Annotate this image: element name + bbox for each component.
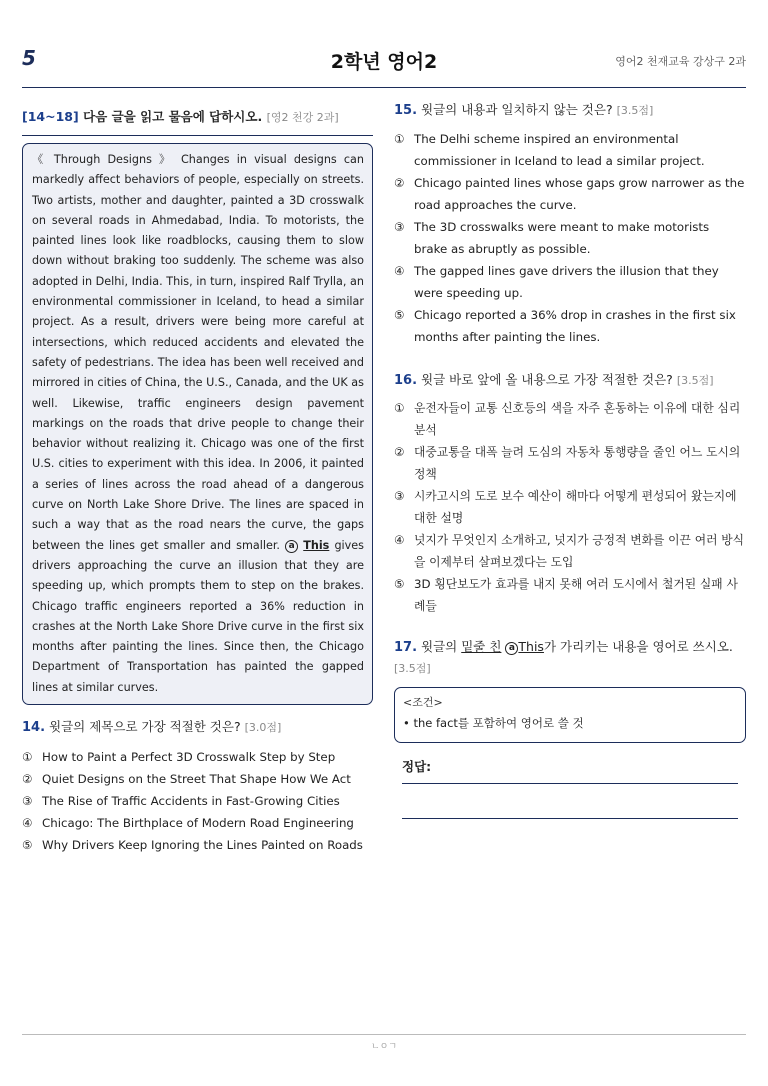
answer-label: 정답:	[402, 759, 432, 774]
option[interactable]	[394, 260, 746, 304]
option[interactable]	[394, 529, 746, 573]
page-footer	[22, 1034, 746, 1052]
option[interactable]	[394, 128, 746, 172]
marker-a: a	[285, 540, 298, 553]
question-16-title	[394, 370, 746, 391]
section-instruction: 다음 글을 읽고 물음에 답하시오.	[83, 109, 263, 124]
footer-text: ㄴㅇㄱ	[370, 1042, 398, 1052]
option[interactable]	[394, 172, 746, 216]
option-mark: ①	[394, 401, 405, 415]
option-text: The Rise of Traffic Accidents in Fast-Growing Cities	[42, 794, 340, 809]
option[interactable]	[22, 746, 373, 768]
option-text: Chicago painted lines whose gaps grow narrower as the road approaches the curve.	[414, 176, 745, 212]
answer-line-1[interactable]	[402, 783, 738, 784]
question-14-title	[22, 717, 373, 738]
option-mark: ②	[394, 445, 405, 459]
option-mark: ⑤	[394, 308, 405, 322]
option-text: 대중교통을 대폭 늘려 도심의 자동차 통행량을 줄인 어느 도시의 정책	[414, 445, 741, 481]
option-text: 시카고시의 도로 보수 예산이 해마다 어떻게 편성되어 왔는지에 대한 설명	[414, 489, 737, 525]
page-number: 5	[22, 46, 36, 70]
option[interactable]	[22, 812, 373, 834]
right-column	[394, 100, 746, 819]
condition-label: <조건>	[403, 696, 443, 709]
question-17-title	[394, 637, 746, 679]
option[interactable]	[394, 304, 746, 348]
question-14-text: 윗글의 제목으로 가장 적절한 것은?	[49, 719, 241, 735]
option-text: The gapped lines gave drivers the illusion that they were speeding up.	[414, 264, 719, 300]
option-mark: ④	[394, 264, 405, 278]
option[interactable]	[394, 485, 746, 529]
question-17-number: 17.	[394, 640, 418, 655]
passage-part-2: gives drivers approaching the curve an illusion that they are speeding up, which prompts them to step on the brakes. Chicago traffic engineers reported a 36% reduction in crashes at the North Lake Shore Drive curve in the first six months after painting the lines. Since then, the Chicago Department of Transportation has painted the gapped lines at similar curves.	[32, 538, 364, 694]
option-mark: ③	[394, 489, 405, 503]
option[interactable]	[22, 834, 373, 856]
option-mark: ⑤	[22, 838, 33, 853]
question-14-number: 14.	[22, 720, 46, 736]
question-15	[394, 100, 746, 348]
option-text: Quiet Designs on the Street That Shape How We Act	[42, 772, 351, 787]
question-range: [14~18]	[22, 109, 79, 124]
option-mark: ①	[22, 750, 33, 765]
question-17-underlined: 밑줄 친	[461, 639, 502, 654]
question-14-points: [3.0점]	[244, 721, 282, 735]
option-text: 3D 횡단보도가 효과를 내지 못해 여러 도시에서 철거된 실패 사례들	[414, 577, 738, 613]
question-17-points: [3.5점]	[394, 662, 431, 675]
option-text: Why Drivers Keep Ignoring the Lines Painted on Roads	[42, 838, 363, 853]
condition-box	[394, 687, 746, 743]
option[interactable]	[394, 216, 746, 260]
question-16-number: 16.	[394, 373, 418, 388]
option[interactable]	[394, 441, 746, 485]
condition-text: • the fact를 포함하여 영어로 쓸 것	[403, 716, 584, 730]
question-14-options	[22, 746, 373, 856]
option-text: 넛지가 무엇인지 소개하고, 넛지가 긍정적 변화를 이끈 여러 방식을 이제부터 살펴보겠다는 도입	[414, 533, 745, 569]
question-16	[394, 370, 746, 617]
answer-line-2[interactable]	[402, 818, 738, 819]
option-mark: ②	[22, 772, 33, 787]
question-16-points: [3.5점]	[676, 374, 714, 387]
left-column	[22, 100, 373, 856]
option[interactable]	[394, 397, 746, 441]
marker-a: a	[505, 642, 518, 655]
option[interactable]	[22, 790, 373, 812]
option-text: Chicago: The Birthplace of Modern Road Engineering	[42, 816, 354, 831]
question-15-options	[394, 128, 746, 348]
underlined-this: This	[303, 538, 330, 552]
option-mark: ⑤	[394, 577, 405, 591]
section-header	[22, 100, 373, 136]
question-16-options	[394, 397, 746, 617]
option-mark: ①	[394, 132, 405, 146]
question-17-text-before: 윗글의	[421, 639, 462, 654]
question-17	[394, 637, 746, 819]
question-14	[22, 717, 373, 856]
option[interactable]	[394, 573, 746, 617]
exam-title: 2학년 영어2	[330, 51, 438, 73]
question-15-points: [3.5점]	[616, 104, 654, 117]
question-15-text: 윗글의 내용과 일치하지 않는 것은?	[421, 102, 613, 117]
section-source: [영2 천강 2과]	[266, 111, 339, 124]
question-17-text-after: 가 가리키는 내용을 영어로 쓰시오.	[543, 639, 733, 654]
passage-part-1: 《 Through Designs 》 Changes in visual designs can markedly affect behaviors of people, especially on streets. Two artists, mother and daughter, painted a 3D crosswalk on several roads in Ahmedabad, India. To motorists, the painted lines look like roadblocks, causing them to slow down without braking too suddenly. The scheme was also adopted in Delhi, India. This, in turn, inspired Ralf Trylla, an environmental commissioner in Iceland, to head a similar project. As a result, drivers were being more careful at intersections, which reduced accidents and elevated the safety of pedestrians. The idea has been well received and mirrored in cities of China, the U.S., Canada, and the UK as well. Likewise, traffic engineers design pavement markings on the roads that drive people to change their behavior without realizing it. Chicago was one of the first U.S. cities to experiment with this idea. In 2006, it painted a series of lines across the road ahead of a dangerous curve on North Lake Shore Drive. The lines are spaced in such a way that as the road nears the curve, the gaps between the lines get smaller and smaller.	[32, 153, 364, 552]
question-15-title	[394, 100, 746, 121]
question-16-text: 윗글 바로 앞에 올 내용으로 가장 적절한 것은?	[421, 372, 673, 387]
exam-subtitle: 영어2 천재교육 강상구 2과	[615, 55, 746, 68]
option-mark: ③	[22, 794, 33, 809]
question-15-number: 15.	[394, 103, 418, 118]
option[interactable]	[22, 768, 373, 790]
question-17-this: This	[518, 639, 544, 654]
option-text: The 3D crosswalks were meant to make motorists brake as abruptly as possible.	[414, 220, 710, 256]
reading-passage	[22, 143, 373, 705]
option-mark: ④	[22, 816, 33, 831]
option-mark: ②	[394, 176, 405, 190]
option-text: How to Paint a Perfect 3D Crosswalk Step by Step	[42, 750, 336, 765]
option-text: Chicago reported a 36% drop in crashes in the first six months after painting the lines.	[414, 308, 736, 344]
page-header	[22, 44, 746, 88]
option-text: The Delhi scheme inspired an environmental commissioner in Iceland to lead a similar project.	[414, 132, 705, 168]
option-mark: ③	[394, 220, 405, 234]
option-text: 운전자들이 교통 신호등의 색을 자주 혼동하는 이유에 대한 심리 분석	[414, 401, 741, 437]
option-mark: ④	[394, 533, 405, 547]
